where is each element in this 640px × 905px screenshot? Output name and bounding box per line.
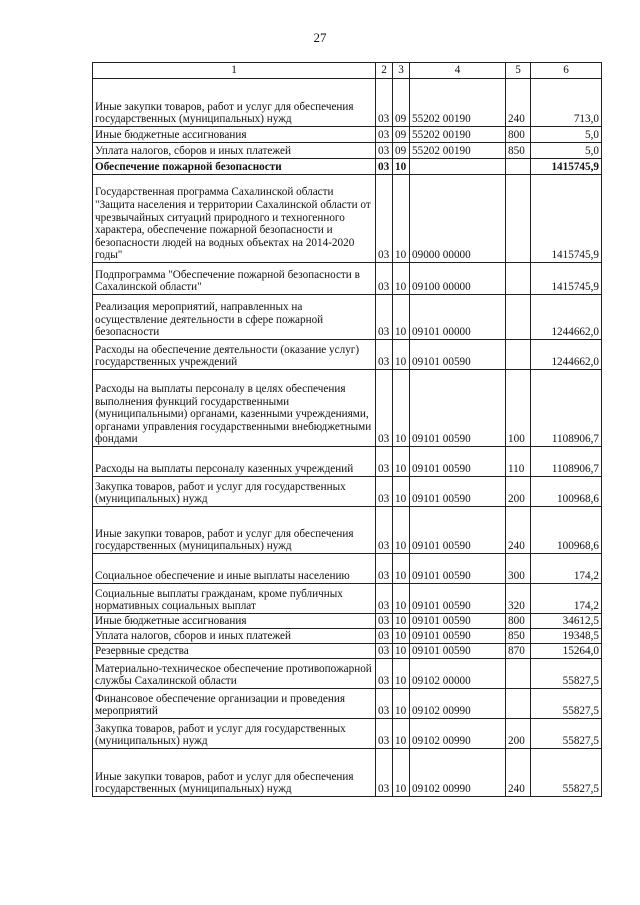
row-amount: 1108906,7 xyxy=(531,447,602,477)
table-row xyxy=(93,629,602,644)
row-subsection: 09 xyxy=(393,143,410,159)
table-row xyxy=(93,263,602,295)
row-expense-type: 850 xyxy=(506,629,531,644)
row-expense-type: 110 xyxy=(506,447,531,477)
row-name: Социальное обеспечение и иные выплаты населению xyxy=(93,554,376,584)
row-target-article: 55202 00190 xyxy=(410,143,506,159)
row-name: Иные закупки товаров, работ и услуг для обеспечения государственных (муниципальных) нужд xyxy=(93,507,376,554)
row-subsection: 10 xyxy=(393,689,410,719)
row-subsection: 10 xyxy=(393,507,410,554)
row-expense-type: 800 xyxy=(506,614,531,629)
row-expense-type: 850 xyxy=(506,143,531,159)
row-amount: 1244662,0 xyxy=(531,295,602,340)
row-amount: 1415745,9 xyxy=(531,159,602,175)
row-subsection: 10 xyxy=(393,629,410,644)
row-amount: 1108906,7 xyxy=(531,370,602,447)
row-section: 03 xyxy=(376,584,393,614)
row-amount: 34612,5 xyxy=(531,614,602,629)
row-section: 03 xyxy=(376,447,393,477)
row-expense-type xyxy=(506,295,531,340)
row-name: Уплата налогов, сборов и иных платежей xyxy=(93,143,376,159)
row-section: 03 xyxy=(376,370,393,447)
row-target-article: 09101 00590 xyxy=(410,584,506,614)
header-col-section: 2 xyxy=(376,63,393,79)
row-target-article: 09101 00590 xyxy=(410,370,506,447)
table-row xyxy=(93,719,602,749)
row-amount: 55827,5 xyxy=(531,659,602,689)
row-amount: 15264,0 xyxy=(531,644,602,659)
table-row xyxy=(93,143,602,159)
row-section: 03 xyxy=(376,127,393,143)
row-amount: 1244662,0 xyxy=(531,340,602,370)
row-expense-type: 870 xyxy=(506,644,531,659)
row-subsection: 10 xyxy=(393,477,410,507)
row-section: 03 xyxy=(376,507,393,554)
row-subsection: 10 xyxy=(393,644,410,659)
row-expense-type: 200 xyxy=(506,719,531,749)
row-expense-type: 320 xyxy=(506,584,531,614)
row-name: Реализация мероприятий, направленных на осуществление деятельности в сфере пожарной безопасности xyxy=(93,295,376,340)
row-name: Закупка товаров, работ и услуг для государственных (муниципальных) нужд xyxy=(93,477,376,507)
row-expense-type xyxy=(506,263,531,295)
row-name: Финансовое обеспечение организации и проведения мероприятий xyxy=(93,689,376,719)
header-col-expense-type: 5 xyxy=(506,63,531,79)
row-section: 03 xyxy=(376,644,393,659)
row-section: 03 xyxy=(376,614,393,629)
row-expense-type: 300 xyxy=(506,554,531,584)
row-expense-type xyxy=(506,689,531,719)
row-subsection: 09 xyxy=(393,127,410,143)
row-amount: 100968,6 xyxy=(531,507,602,554)
row-subsection: 10 xyxy=(393,159,410,175)
budget-table xyxy=(92,62,602,797)
table-row xyxy=(93,659,602,689)
row-amount: 174,2 xyxy=(531,554,602,584)
row-expense-type: 240 xyxy=(506,507,531,554)
row-name: Расходы на выплаты персоналу в целях обеспечения выполнения функций государственными (муниципальными) органами, казенными учреждениями, органами управления государственными внебюджетными фондами xyxy=(93,370,376,447)
row-subsection: 10 xyxy=(393,295,410,340)
header-col-subsection: 3 xyxy=(393,63,410,79)
page-number: 27 xyxy=(313,30,327,45)
row-amount: 713,0 xyxy=(531,79,602,127)
row-amount: 55827,5 xyxy=(531,689,602,719)
row-name: Социальные выплаты гражданам, кроме публичных нормативных социальных выплат xyxy=(93,584,376,614)
row-name: Иные бюджетные ассигнования xyxy=(93,614,376,629)
row-target-article: 09101 00590 xyxy=(410,644,506,659)
row-subsection: 10 xyxy=(393,263,410,295)
row-expense-type xyxy=(506,340,531,370)
table-row xyxy=(93,477,602,507)
row-section: 03 xyxy=(376,749,393,797)
row-subsection: 10 xyxy=(393,659,410,689)
row-name: Обеспечение пожарной безопасности xyxy=(93,159,376,175)
header-col-target-article: 4 xyxy=(410,63,506,79)
row-amount: 19348,5 xyxy=(531,629,602,644)
row-target-article: 09101 00590 xyxy=(410,340,506,370)
row-section: 03 xyxy=(376,659,393,689)
row-subsection: 10 xyxy=(393,554,410,584)
row-section: 03 xyxy=(376,143,393,159)
row-expense-type xyxy=(506,175,531,263)
row-subsection: 10 xyxy=(393,614,410,629)
row-target-article: 09102 00000 xyxy=(410,659,506,689)
table-header-row xyxy=(93,63,602,79)
row-section: 03 xyxy=(376,340,393,370)
row-subsection: 10 xyxy=(393,447,410,477)
table-row xyxy=(93,295,602,340)
row-expense-type: 100 xyxy=(506,370,531,447)
row-expense-type: 200 xyxy=(506,477,531,507)
row-name: Иные закупки товаров, работ и услуг для обеспечения государственных (муниципальных) нужд xyxy=(93,79,376,127)
row-target-article: 09102 00990 xyxy=(410,689,506,719)
table-row xyxy=(93,749,602,797)
row-amount: 55827,5 xyxy=(531,719,602,749)
table-row xyxy=(93,340,602,370)
row-target-article: 09101 00590 xyxy=(410,447,506,477)
row-expense-type xyxy=(506,659,531,689)
row-target-article xyxy=(410,159,506,175)
header-col-name: 1 xyxy=(93,63,376,79)
table-row xyxy=(93,159,602,175)
row-subsection: 10 xyxy=(393,175,410,263)
row-target-article: 09101 00590 xyxy=(410,507,506,554)
table-row xyxy=(93,614,602,629)
table-row xyxy=(93,370,602,447)
row-name: Уплата налогов, сборов и иных платежей xyxy=(93,629,376,644)
table-row xyxy=(93,507,602,554)
row-subsection: 10 xyxy=(393,584,410,614)
header-col-amount: 6 xyxy=(531,63,602,79)
row-section: 03 xyxy=(376,689,393,719)
row-subsection: 10 xyxy=(393,370,410,447)
row-amount: 1415745,9 xyxy=(531,263,602,295)
row-amount: 5,0 xyxy=(531,143,602,159)
row-name: Государственная программа Сахалинской области "Защита населения и территории Сахалинской области от чрезвычайных ситуаций природного и техногенного характера, обеспечение пожарной безопасности и безопасности людей на водных объектах на 2014-2020 годы" xyxy=(93,175,376,263)
row-target-article: 09102 00990 xyxy=(410,749,506,797)
row-subsection: 10 xyxy=(393,340,410,370)
row-name: Расходы на выплаты персоналу казенных учреждений xyxy=(93,447,376,477)
row-amount: 5,0 xyxy=(531,127,602,143)
row-amount: 174,2 xyxy=(531,584,602,614)
row-target-article: 09101 00590 xyxy=(410,629,506,644)
row-section: 03 xyxy=(376,719,393,749)
row-target-article: 09102 00990 xyxy=(410,719,506,749)
row-name: Материально-техническое обеспечение противопожарной службы Сахалинской области xyxy=(93,659,376,689)
row-section: 03 xyxy=(376,629,393,644)
row-section: 03 xyxy=(376,295,393,340)
row-expense-type: 240 xyxy=(506,79,531,127)
row-section: 03 xyxy=(376,263,393,295)
row-subsection: 09 xyxy=(393,79,410,127)
row-name: Закупка товаров, работ и услуг для государственных (муниципальных) нужд xyxy=(93,719,376,749)
row-subsection: 10 xyxy=(393,749,410,797)
row-amount: 100968,6 xyxy=(531,477,602,507)
row-expense-type: 800 xyxy=(506,127,531,143)
row-name: Иные закупки товаров, работ и услуг для обеспечения государственных (муниципальных) нужд xyxy=(93,749,376,797)
row-section: 03 xyxy=(376,79,393,127)
row-expense-type: 240 xyxy=(506,749,531,797)
row-target-article: 09100 00000 xyxy=(410,263,506,295)
row-name: Иные бюджетные ассигнования xyxy=(93,127,376,143)
table-row xyxy=(93,689,602,719)
row-section: 03 xyxy=(376,554,393,584)
table-row xyxy=(93,644,602,659)
row-amount: 55827,5 xyxy=(531,749,602,797)
table-row xyxy=(93,447,602,477)
row-name: Подпрограмма "Обеспечение пожарной безопасности в Сахалинской области" xyxy=(93,263,376,295)
row-section: 03 xyxy=(376,477,393,507)
table-row xyxy=(93,127,602,143)
row-target-article: 55202 00190 xyxy=(410,127,506,143)
row-expense-type xyxy=(506,159,531,175)
row-subsection: 10 xyxy=(393,719,410,749)
row-amount: 1415745,9 xyxy=(531,175,602,263)
row-target-article: 09101 00590 xyxy=(410,477,506,507)
row-target-article: 09000 00000 xyxy=(410,175,506,263)
row-target-article: 55202 00190 xyxy=(410,79,506,127)
row-target-article: 09101 00590 xyxy=(410,554,506,584)
table-row xyxy=(93,79,602,127)
table-row xyxy=(93,175,602,263)
row-section: 03 xyxy=(376,175,393,263)
table-row xyxy=(93,584,602,614)
row-target-article: 09101 00590 xyxy=(410,614,506,629)
row-target-article: 09101 00000 xyxy=(410,295,506,340)
row-name: Резервные средства xyxy=(93,644,376,659)
row-name: Расходы на обеспечение деятельности (оказание услуг) государственных учреждений xyxy=(93,340,376,370)
row-section: 03 xyxy=(376,159,393,175)
table-row xyxy=(93,554,602,584)
